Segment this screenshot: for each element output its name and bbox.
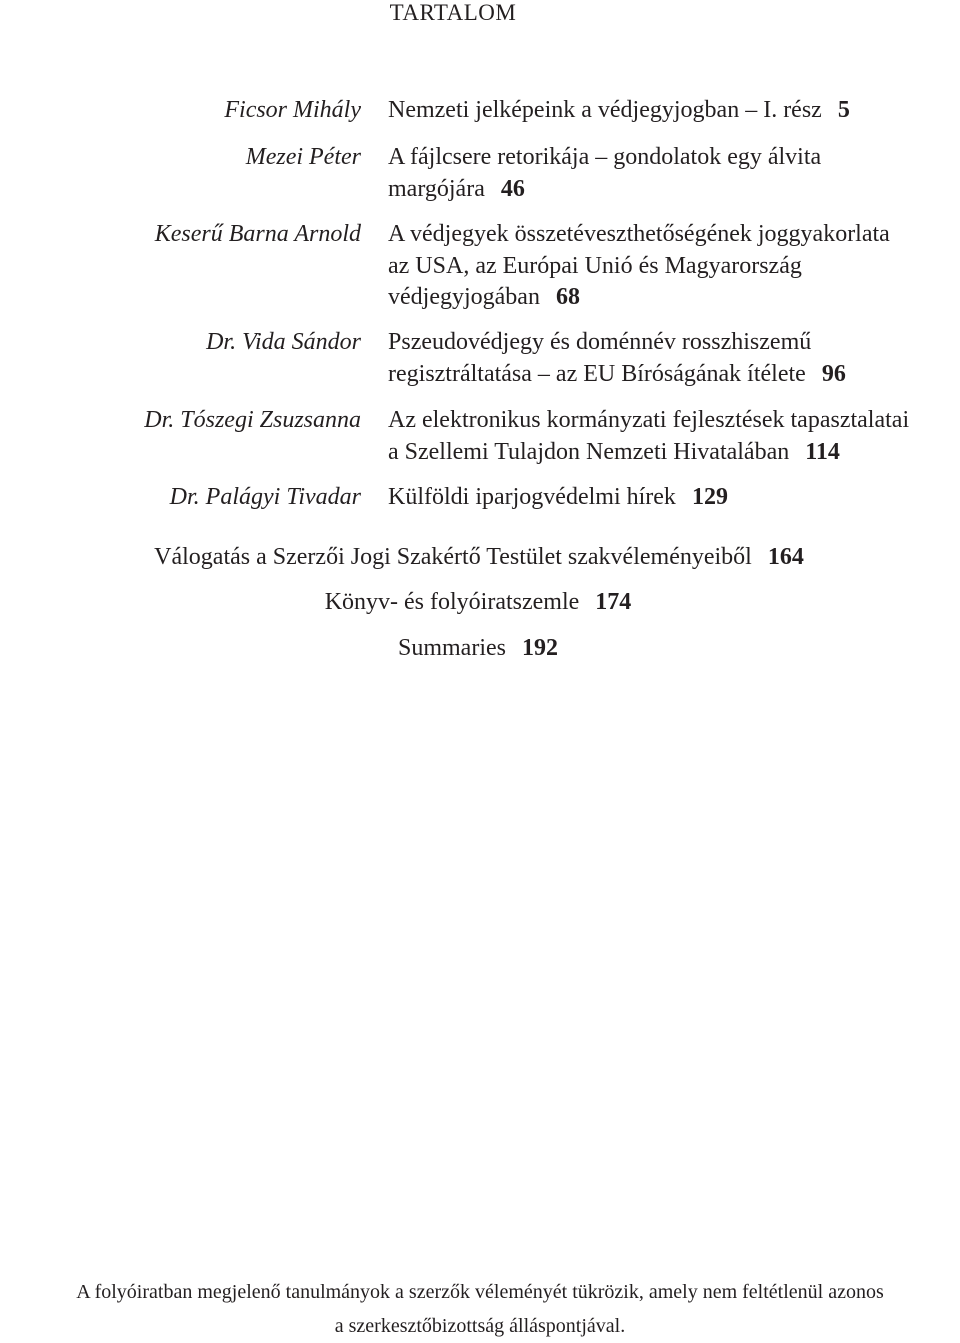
toc-title-line: A védjegyek összetéveszthetőségének joggyakorlata (388, 221, 890, 247)
page-title: TARTALOM (389, 0, 517, 25)
toc-author: Mezei Péter (245, 144, 361, 170)
page-number: 46 (500, 175, 525, 202)
toc-section-summaries[interactable] (0, 633, 958, 665)
page-number: 68 (555, 284, 580, 310)
toc-title[interactable] (388, 219, 960, 314)
toc-title-line: védjegyjogában 68 (388, 284, 580, 310)
toc-author: Keserű Barna Arnold (154, 221, 361, 247)
toc-title[interactable] (388, 142, 960, 205)
footer-disclaimer (0, 1275, 960, 1343)
section-title: Válogatás a Szerzői Jogi Szakértő Testület szakvéleményeiből (154, 544, 752, 570)
toc-title[interactable] (388, 327, 960, 390)
toc-title[interactable] (388, 95, 960, 127)
section-title: Summaries (398, 635, 506, 661)
toc-title-line: az USA, az Európai Unió és Magyarország (388, 252, 802, 279)
footer-line: a szerkesztőbizottság álláspontjával. (334, 1315, 626, 1337)
toc-title-line: A fájlcsere retorikája – gondolatok egy álvita (388, 144, 822, 170)
footer-line: A folyóiratban megjelenő tanulmányok a szerzők véleményét tükrözik, amely nem feltétlenül azonos (76, 1281, 884, 1303)
toc-title[interactable] (388, 482, 960, 514)
toc-title-line: Nemzeti jelképeink a védjegyjogban – I. rész 5 (388, 97, 850, 123)
page-number: 114 (805, 438, 840, 465)
section-title: Könyv- és folyóiratszemle (324, 589, 580, 615)
toc-title[interactable] (388, 405, 960, 468)
toc-title-line: margójára 46 (388, 175, 525, 202)
toc-title-line: Az elektronikus kormányzati fejlesztések tapasztalatai (388, 407, 910, 433)
toc-section-szakvelemenyek[interactable] (0, 542, 959, 574)
toc-title-line: a Szellemi Tulajdon Nemzeti Hivatalában 114 (388, 438, 840, 465)
page-number: 5 (837, 97, 850, 123)
toc-title-line: Pszeudovédjegy és doménnév rosszhiszemű (388, 329, 812, 355)
toc-title-line: Külföldi iparjogvédelmi hírek 129 (388, 484, 728, 510)
toc-author: Dr. Palágyi Tivadar (169, 484, 361, 510)
page-number: 174 (595, 589, 632, 615)
page-number: 164 (767, 544, 804, 570)
page-number: 96 (821, 360, 846, 387)
toc-author: Ficsor Mihály (224, 97, 361, 123)
toc-title-line: regisztráltatása – az EU Bíróságának ítélete 96 (388, 360, 846, 387)
toc-author: Dr. Vida Sándor (206, 329, 361, 355)
toc-section-szemle[interactable] (0, 587, 958, 619)
page-number: 129 (691, 484, 728, 510)
toc-author: Dr. Tószegi Zsuzsanna (144, 407, 361, 433)
page-number: 192 (522, 635, 558, 661)
